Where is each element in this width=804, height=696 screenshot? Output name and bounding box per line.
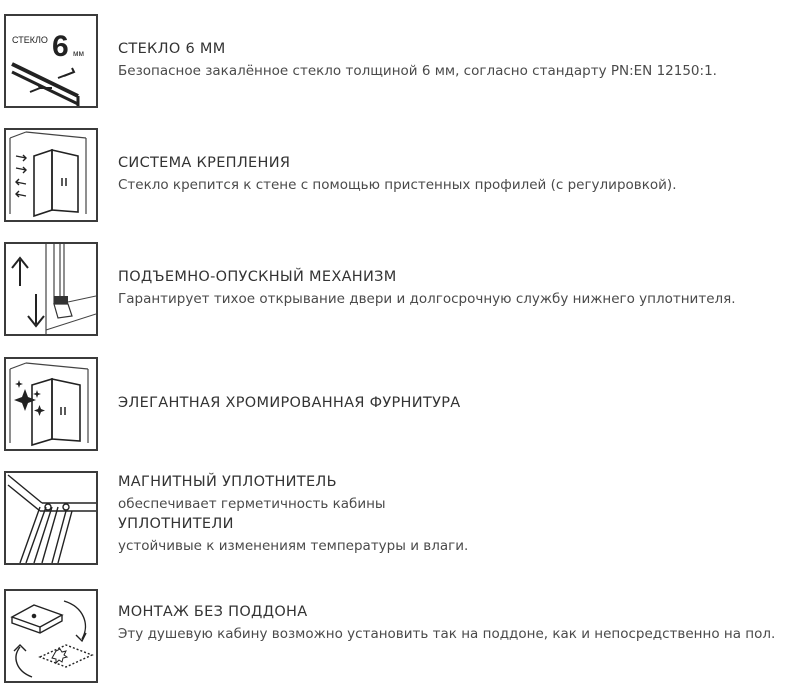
mounting-system-icon	[4, 128, 98, 222]
feature-description: обеспечивает герметичность кабины	[118, 496, 386, 512]
svg-text:СТЕКЛО: СТЕКЛО	[12, 35, 48, 45]
feature-description: Безопасное закалённое стекло толщиной 6 мм, согласно стандарту PN:EN 12150:1.	[118, 63, 717, 79]
feature-title: МАГНИТНЫЙ УПЛОТНИТЕЛЬ	[118, 474, 337, 490]
svg-text:6: 6	[52, 30, 69, 63]
glass-thickness-icon	[4, 14, 98, 108]
feature-subdescription: устойчивые к изменениям температуры и влаги.	[118, 538, 469, 554]
magnetic-seal-icon	[4, 471, 98, 565]
feature-description: Эту душевую кабину возможно установить так на поддоне, как и непосредственно на пол.	[118, 626, 776, 642]
chrome-fittings-icon	[4, 357, 98, 451]
feature-subtitle: УПЛОТНИТЕЛИ	[118, 516, 234, 532]
feature-title: МОНТАЖ БЕЗ ПОДДОНА	[118, 604, 308, 620]
svg-text:мм: мм	[73, 49, 84, 58]
no-tray-install-icon	[4, 589, 98, 683]
feature-description: Стекло крепится к стене с помощью пристенных профилей (с регулировкой).	[118, 177, 677, 193]
feature-title: ПОДЪЕМНО-ОПУСКНЫЙ МЕХАНИЗМ	[118, 269, 397, 285]
lift-mechanism-icon	[4, 242, 98, 336]
feature-title: СИСТЕМА КРЕПЛЕНИЯ	[118, 155, 291, 171]
feature-title: СТЕКЛО 6 ММ	[118, 41, 226, 57]
feature-description: Гарантирует тихое открывание двери и долгосрочную службу нижнего уплотнителя.	[118, 291, 736, 307]
feature-title: ЭЛЕГАНТНАЯ ХРОМИРОВАННАЯ ФУРНИТУРА	[118, 395, 461, 411]
